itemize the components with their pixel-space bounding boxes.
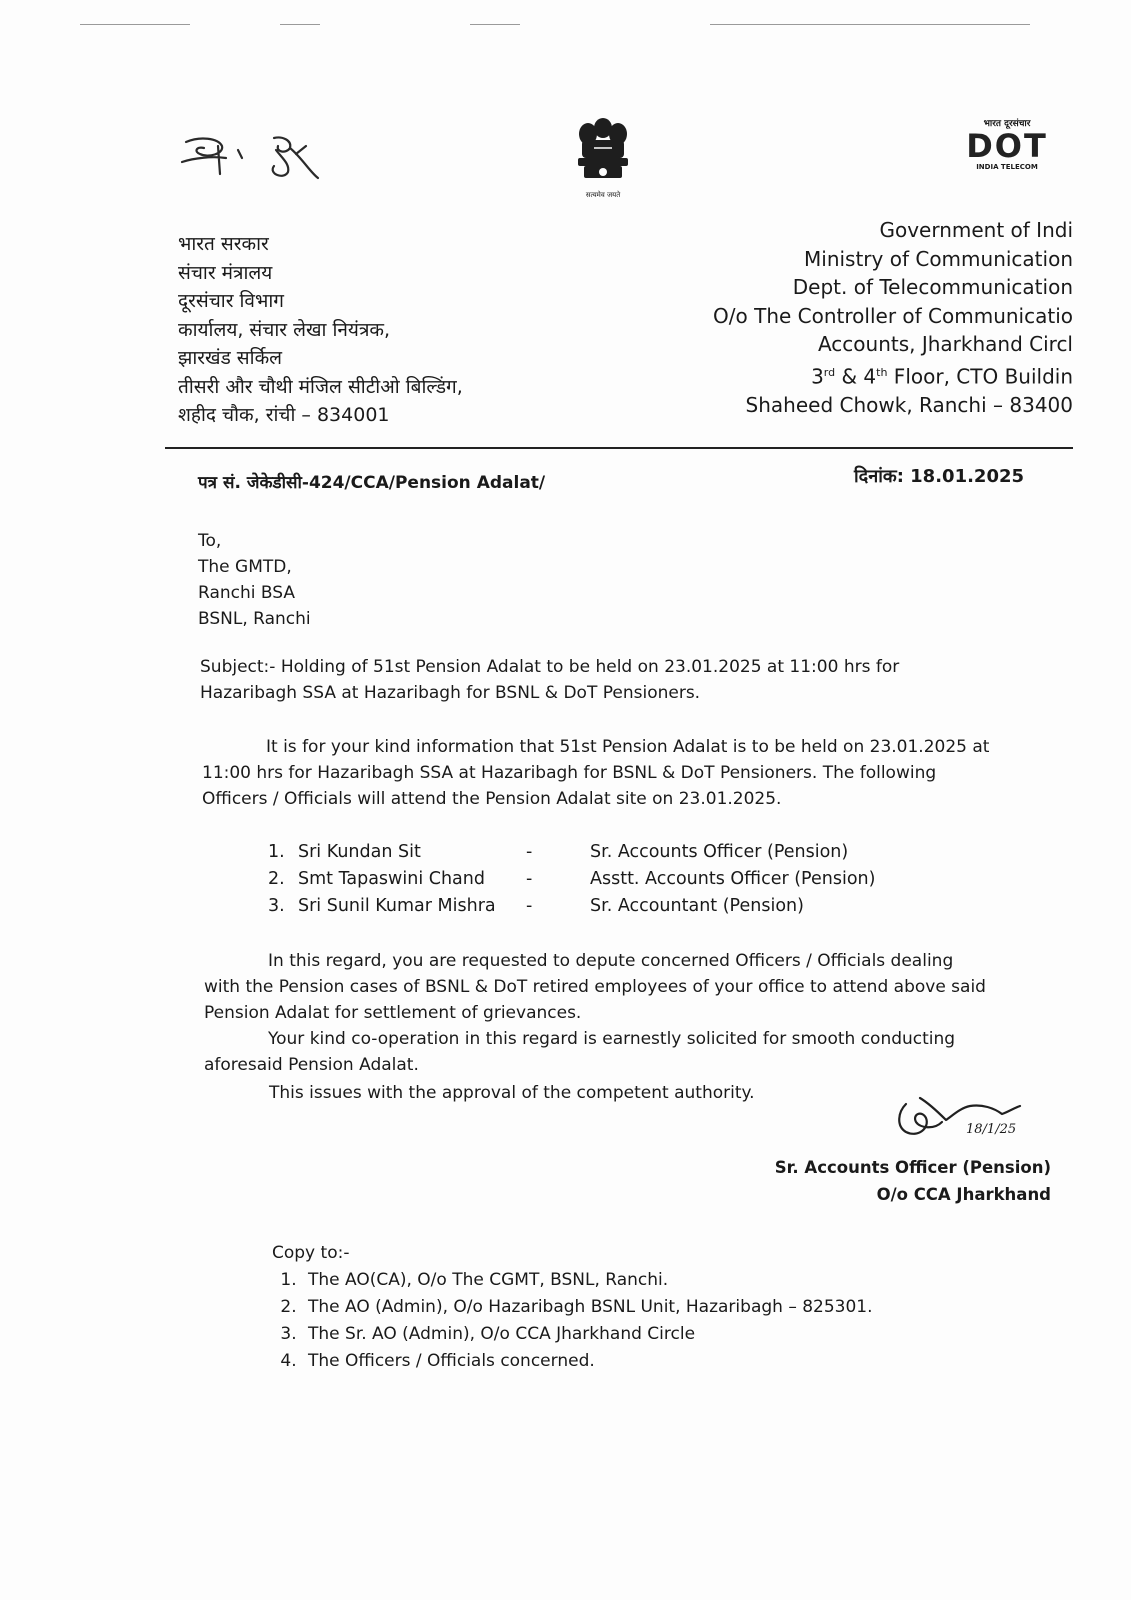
hindi-header-line: संचार मंत्रालय bbox=[178, 261, 273, 284]
body-paragraph-3 bbox=[204, 1026, 955, 1078]
subject-line: Hazaribagh SSA at Hazaribagh for BSNL & DoT Pensioners. bbox=[200, 683, 701, 703]
body-line: In this regard, you are requested to depute concerned Officers / Officials dealing bbox=[268, 951, 954, 971]
english-header-line: 3rd & 4th Floor, CTO Buildin bbox=[811, 364, 1073, 389]
body-line: It is for your kind information that 51st Pension Adalat is to be held on 23.01.2025 at bbox=[266, 737, 990, 757]
hindi-header-line: दूरसंचार विभाग bbox=[178, 290, 284, 312]
body-line: aforesaid Pension Adalat. bbox=[204, 1055, 419, 1075]
english-header-line: Accounts, Jharkhand Circl bbox=[817, 332, 1073, 356]
english-header-line: Shaheed Chowk, Ranchi – 83400 bbox=[745, 392, 1073, 417]
scan-artifact-line bbox=[280, 24, 320, 25]
officer-designation: Sr. Accountant (Pension) bbox=[590, 896, 804, 916]
body-line: Pension Adalat for settlement of grievances. bbox=[204, 1003, 582, 1023]
officer-name: Sri Sunil Kumar Mishra bbox=[298, 896, 496, 916]
hindi-header-line: तीसरी और चौथी मंजिल सीटीओ बिल्डिंग, bbox=[178, 375, 463, 398]
copy-to-item: 2. The AO (Admin), O/o Hazaribagh BSNL Unit, Hazaribagh – 825301. bbox=[302, 1294, 873, 1321]
emblem-caption: सत्यमेव जयते bbox=[585, 191, 621, 199]
signatory-designation: Sr. Accounts Officer (Pension) bbox=[774, 1158, 1051, 1177]
officer-number: 3. bbox=[268, 896, 285, 916]
handwritten-initials bbox=[178, 128, 328, 186]
hindi-header-line: शहीद चौक, रांची – 834001 bbox=[178, 404, 390, 426]
body-paragraph-1 bbox=[202, 734, 989, 812]
dot-logo bbox=[946, 116, 1068, 176]
english-header-line: Government of Indi bbox=[879, 218, 1073, 242]
dot-logo-top-text: भारत दूरसंचार bbox=[983, 119, 1031, 129]
subject bbox=[200, 654, 899, 706]
scan-artifact-line bbox=[80, 24, 190, 25]
officer-number: 1. bbox=[268, 842, 285, 862]
dot-logo-mark: DOT bbox=[966, 127, 1048, 165]
hindi-header-line: झारखंड सर्किल bbox=[178, 347, 283, 369]
scan-artifact-line bbox=[470, 24, 520, 25]
copy-to-item: 3. The Sr. AO (Admin), O/o CCA Jharkhand Circle bbox=[302, 1321, 873, 1348]
officer-designation: Sr. Accounts Officer (Pension) bbox=[590, 842, 849, 862]
addressee-line: To, bbox=[198, 531, 222, 551]
lion-capital-icon bbox=[570, 112, 636, 186]
body-paragraph-2 bbox=[204, 948, 986, 1026]
subject-line: Subject:- Holding of 51st Pension Adalat to be held on 23.01.2025 at 11:00 hrs for bbox=[200, 657, 900, 677]
body-line: Your kind co-operation in this regard is earnestly solicited for smooth conducting bbox=[268, 1029, 956, 1049]
officer-name: Sri Kundan Sit bbox=[298, 842, 421, 862]
national-emblem bbox=[570, 112, 636, 199]
copy-to-section bbox=[272, 1240, 873, 1375]
officer-row bbox=[268, 842, 849, 862]
english-header-line: O/o The Controller of Communicatio bbox=[713, 303, 1073, 328]
officer-dash: - bbox=[526, 842, 533, 862]
officer-designation: Asstt. Accounts Officer (Pension) bbox=[590, 869, 876, 889]
officer-row bbox=[268, 896, 804, 916]
officer-number: 2. bbox=[268, 869, 285, 889]
copy-to-heading: Copy to:- bbox=[272, 1243, 350, 1263]
letter-date: दिनांक: 18.01.2025 bbox=[854, 466, 1025, 487]
hindi-header-line: भारत सरकार bbox=[178, 233, 269, 255]
addressee-line: The GMTD, bbox=[198, 557, 292, 577]
english-header-line: Ministry of Communication bbox=[804, 246, 1073, 271]
body-line: with the Pension cases of BSNL & DoT retired employees of your office to attend above said bbox=[204, 977, 986, 997]
officer-name: Smt Tapaswini Chand bbox=[298, 869, 485, 889]
body-paragraph-4: This issues with the approval of the competent authority. bbox=[269, 1083, 755, 1103]
addressee-line: BSNL, Ranchi bbox=[198, 609, 311, 629]
signature-date: 18/1/25 bbox=[966, 1122, 1017, 1137]
copy-to-item: 4. The Officers / Officials concerned. bbox=[302, 1348, 873, 1375]
dot-logo-bottom-text: INDIA TELECOM bbox=[976, 163, 1038, 171]
signatory-office: O/o CCA Jharkhand bbox=[876, 1185, 1051, 1204]
reference-number: पत्र सं. जेकेडीसी-424/CCA/Pension Adalat/ bbox=[198, 473, 546, 493]
officer-dash: - bbox=[526, 896, 533, 916]
addressee-block bbox=[198, 528, 311, 632]
copy-to-item: 1. The AO(CA), O/o The CGMT, BSNL, Ranchi. bbox=[302, 1267, 873, 1294]
body-line: 11:00 hrs for Hazaribagh SSA at Hazaribagh for BSNL & DoT Pensioners. The following bbox=[202, 763, 937, 783]
scan-artifact-line bbox=[710, 24, 1030, 25]
english-header-line: Dept. of Telecommunication bbox=[792, 275, 1073, 299]
officer-dash: - bbox=[526, 869, 533, 889]
letterhead-divider bbox=[165, 447, 1073, 449]
hindi-letterhead bbox=[178, 230, 463, 430]
english-letterhead bbox=[633, 216, 1073, 419]
addressee-line: Ranchi BSA bbox=[198, 583, 295, 603]
officer-row bbox=[268, 869, 876, 889]
signatory-block bbox=[775, 1154, 1051, 1208]
hindi-header-line: कार्यालय, संचार लेखा नियंत्रक, bbox=[178, 318, 391, 341]
copy-to-list bbox=[272, 1267, 873, 1375]
body-line: Officers / Officials will attend the Pension Adalat site on 23.01.2025. bbox=[202, 789, 782, 809]
